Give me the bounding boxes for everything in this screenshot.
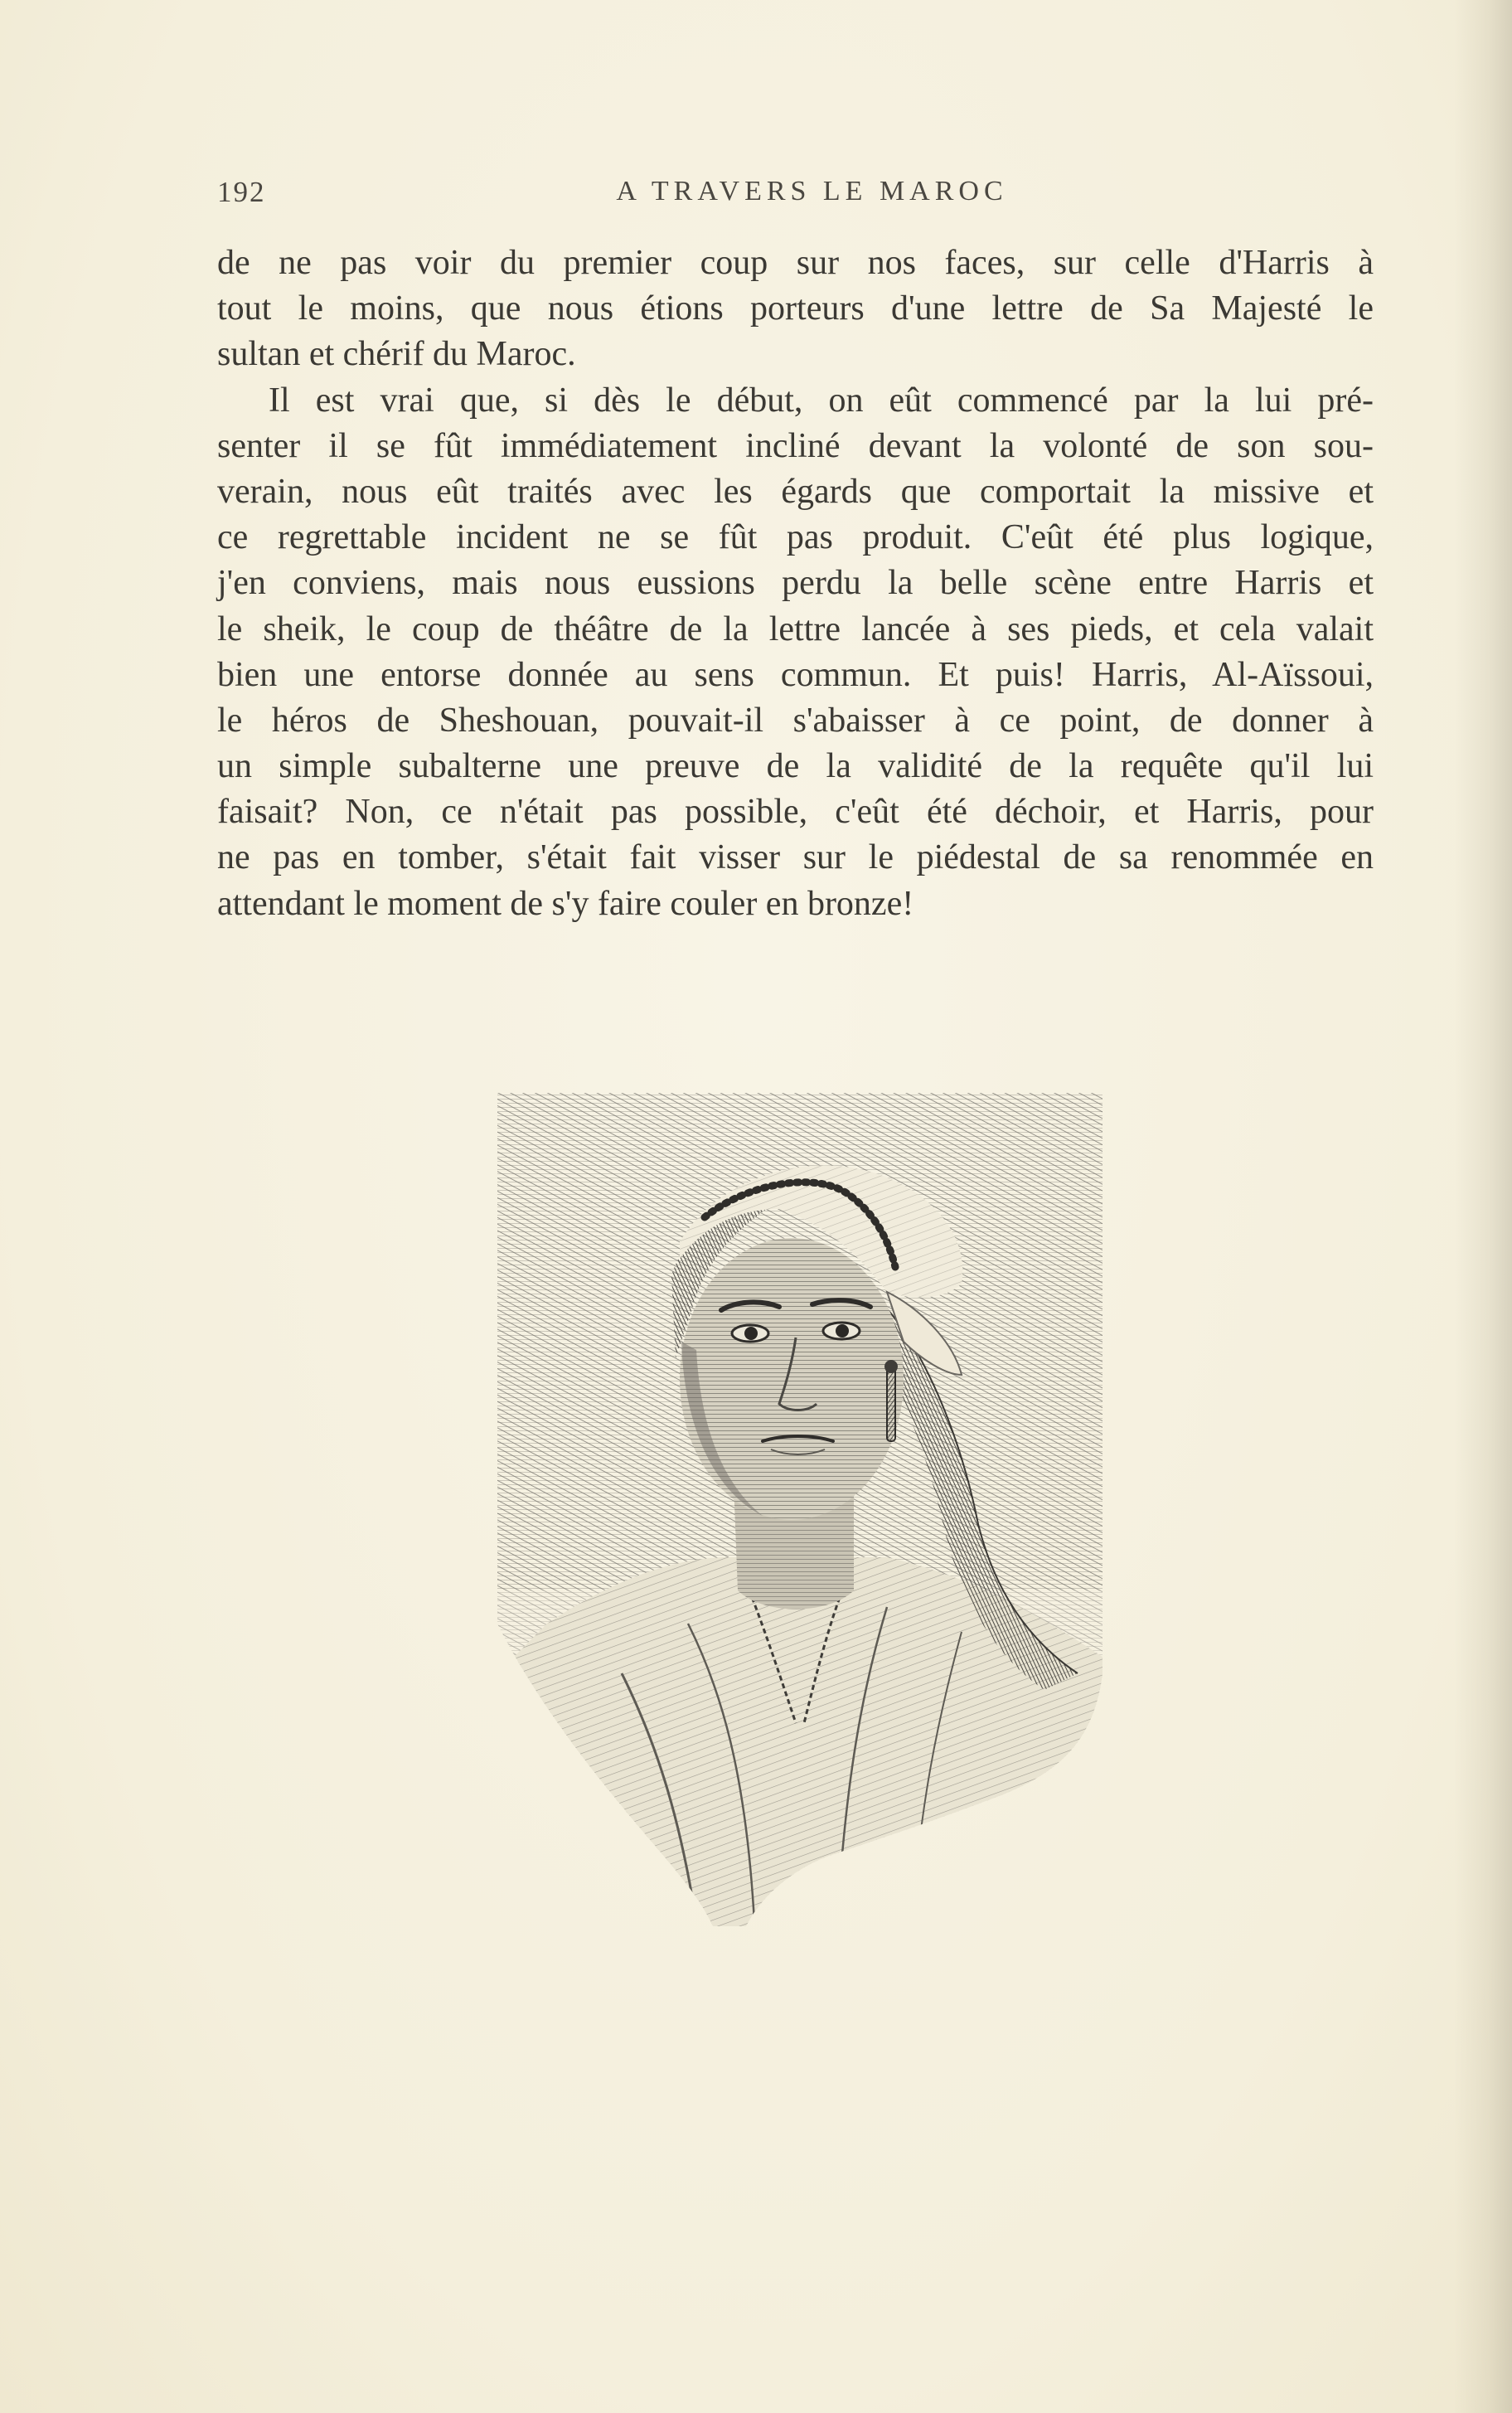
text-line: bien une entorse donnée au sens commun. Et puis! Harris, Al-Aïssoui, [217, 655, 1374, 694]
text-line: senter il se fût immédiatement incliné devant la volonté de son sou- [217, 426, 1374, 465]
text-line: de ne pas voir du premier coup sur nos faces, sur celle d'Harris à [217, 244, 1374, 282]
text-line: verain, nous eût traités avec les égards que comportait la missive et [217, 472, 1374, 511]
portrait-engraving-svg [497, 1093, 1102, 1926]
running-title: A TRAVERS LE MAROC [616, 176, 1008, 206]
text-line: faisait? Non, ce n'était pas possible, c'eût été déchoir, et Harris, pour [217, 793, 1374, 832]
running-head [217, 176, 1374, 217]
page-gutter-shadow [1454, 0, 1512, 2413]
portrait-engraving [497, 1093, 1102, 1926]
text-line: ce regrettable incident ne se fût pas produit. C'eût été plus logique, [217, 518, 1374, 557]
page-number: 192 [217, 176, 266, 208]
text-line: un simple subalterne une preuve de la validité de la requête qu'il lui [217, 747, 1374, 786]
text-line: sultan et chérif du Maroc. [217, 335, 576, 374]
text-line: attendant le moment de s'y faire couler en bronze! [217, 884, 914, 923]
engraving-image [497, 1093, 1102, 1926]
text-line: le héros de Sheshouan, pouvait-il s'abaisser à ce point, de donner à [217, 701, 1374, 740]
text-line: ne pas en tomber, s'était fait visser sur le piédestal de sa renommée en [217, 838, 1374, 877]
text-line: Il est vrai que, si dès le début, on eût commencé par la lui pré- [269, 381, 1374, 420]
text-line: tout le moins, que nous étions porteurs d'une lettre de Sa Majesté le [217, 289, 1374, 328]
text-line: j'en conviens, mais nous eussions perdu la belle scène entre Harris et [217, 564, 1374, 603]
body-text [217, 240, 1374, 927]
text-line: le sheik, le coup de théâtre de la lettre lancée à ses pieds, et cela valait [217, 609, 1374, 648]
